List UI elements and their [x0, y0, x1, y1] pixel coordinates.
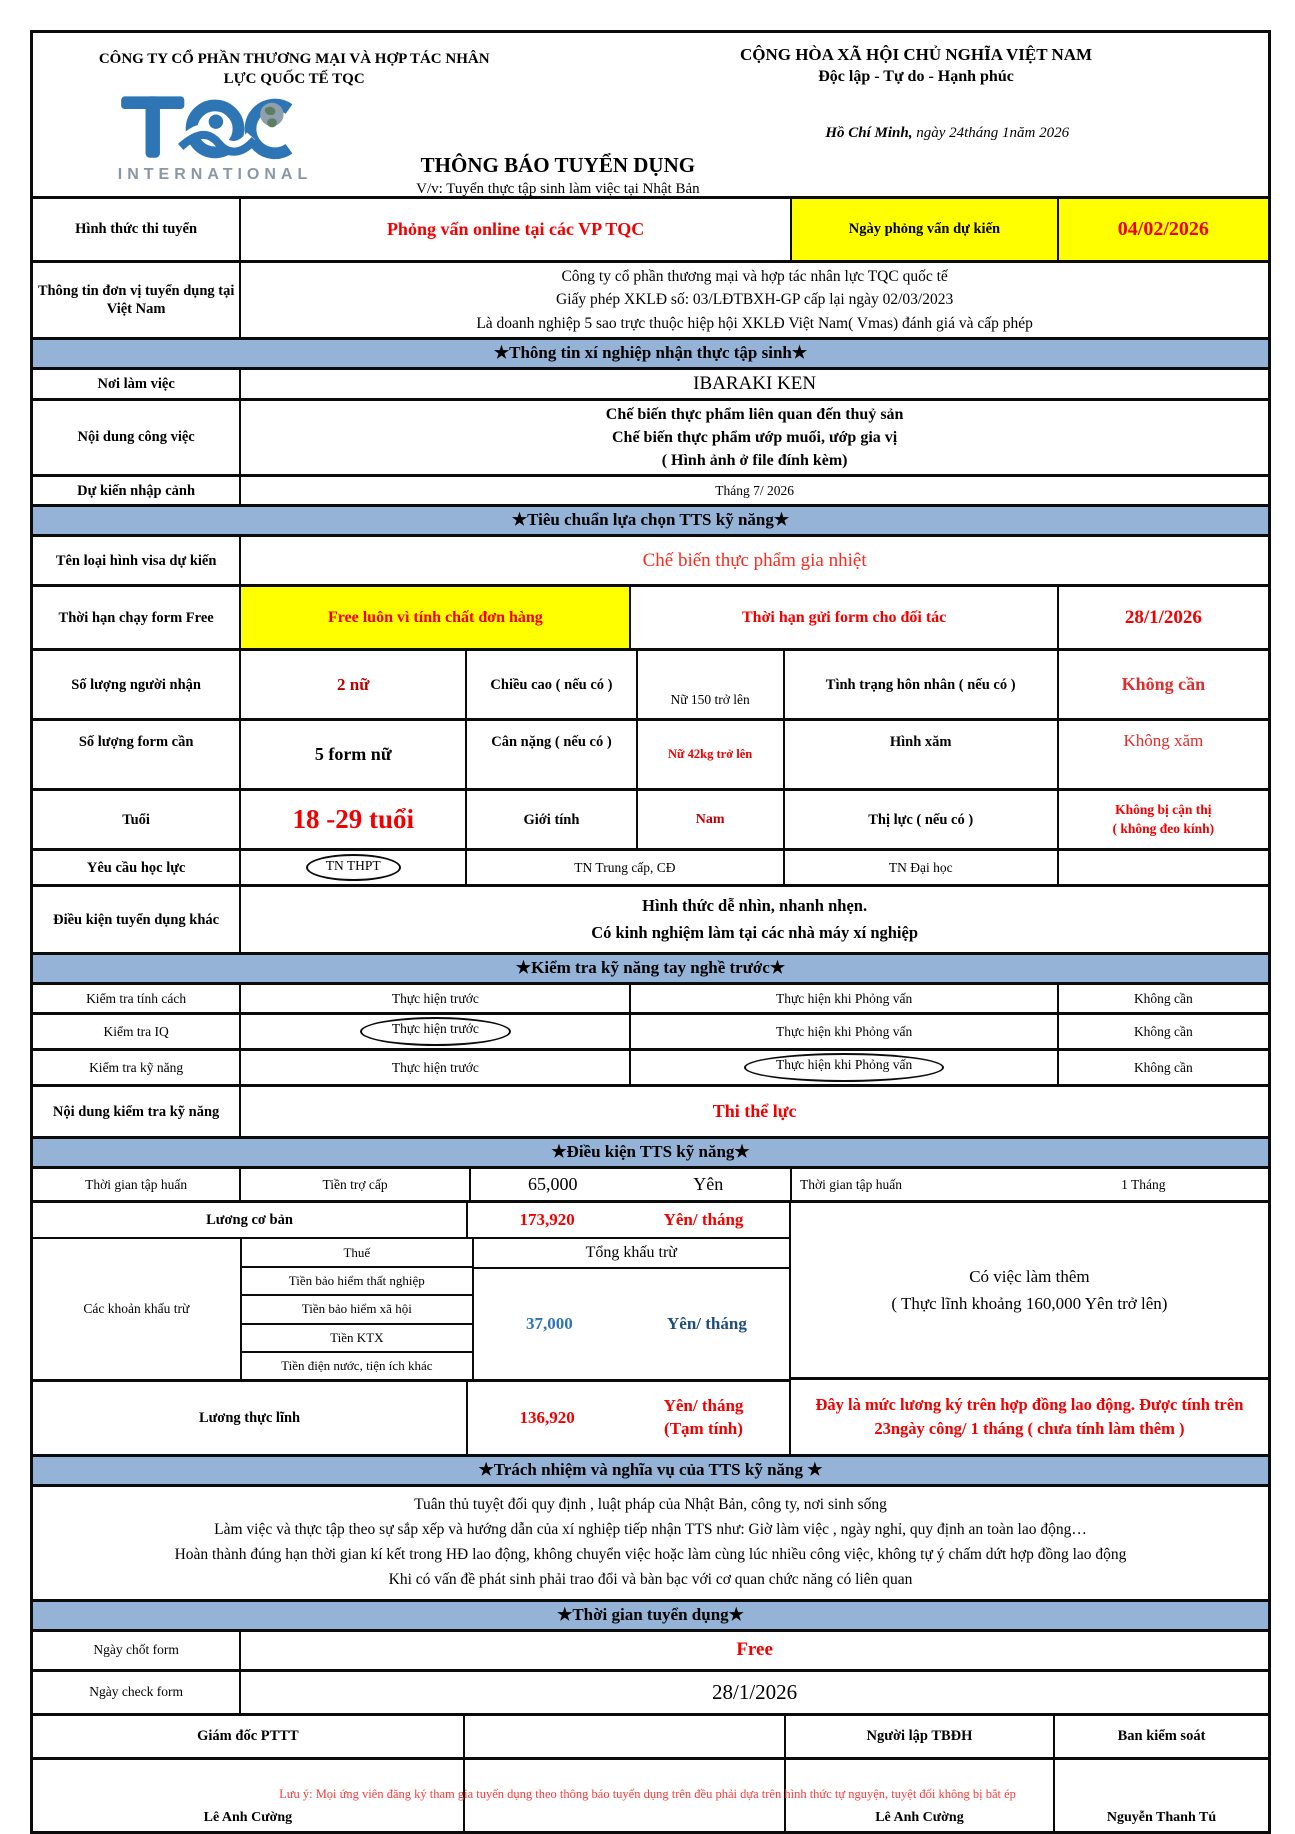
test-row-personality [33, 982, 1268, 1012]
training2-value: 1 Tháng [1121, 1176, 1166, 1192]
weight-value: Nữ 42kg trở lên [636, 721, 783, 788]
vision-value-line2: ( không đeo kính) [1112, 820, 1215, 836]
test-skill-opt-none: Không cần [1057, 1051, 1268, 1084]
base-salary-value: 173,920 [519, 1210, 575, 1230]
deduction-total-unit: Yên/ tháng [667, 1314, 747, 1334]
recruitment-announcement-document [30, 30, 1271, 1834]
net-salary-contract-note: Đây là mức lương ký trên hợp đồng lao động. Được tính trên 23ngày công/ 1 tháng ( chưa tính làm thêm ) [791, 1377, 1268, 1454]
allowance-label: Tiền trợ cấp [239, 1169, 469, 1200]
entry-label: Dự kiến nhập cảnh [77, 482, 196, 499]
test-iq-opt-interview: Thực hiện khi Phỏng vấn [629, 1015, 1056, 1048]
test-personality-opt-before: Thực hiện trước [239, 985, 629, 1012]
overtime-line1: Có việc làm thêm [969, 1267, 1090, 1287]
section-header-schedule: ★Thời gian tuyển dụng★ [33, 1599, 1268, 1629]
entry-row [33, 474, 1268, 504]
base-salary-unit: Yên/ tháng [663, 1210, 744, 1230]
form-close-row [33, 1629, 1268, 1669]
test-iq-opt-before-circled: Thực hiện trước [360, 1017, 511, 1046]
duty-text [33, 1484, 1268, 1598]
test-iq-label: Kiểm tra IQ [103, 1023, 169, 1039]
section-header-company: ★Thông tin xí nghiệp nhận thực tập sinh★ [33, 337, 1268, 367]
interview-row [33, 196, 1268, 260]
recruiter-label: Thông tin đơn vị tuyển dụng tại Việt Nam [37, 282, 235, 317]
formfree-label: Thời hạn chạy form Free [58, 609, 214, 626]
company-name [41, 49, 547, 90]
deductions-label: Các khoản khấu trừ [83, 1301, 190, 1317]
interview-label: Hình thức thi tuyển [75, 221, 198, 238]
training-label: Thời gian tập huấn [85, 1176, 188, 1192]
forms-label: Số lượng form cần [78, 734, 194, 751]
test-personality-opt-none: Không cần [1057, 985, 1268, 1012]
education-option-thpt-circled: TN THPT [306, 854, 401, 881]
deduction-items [240, 1239, 472, 1379]
job-line2: Chế biến thực phẩm ướp muối, ướp gia vị [611, 428, 898, 446]
visa-row [33, 534, 1268, 584]
net-salary-note-temp: (Tạm tính) [664, 1419, 743, 1439]
deduction-item-dorm: Tiền KTX [242, 1323, 472, 1351]
formfree-value: Free luôn vì tính chất đơn hàng [239, 587, 629, 648]
form-deadline-row [33, 584, 1268, 648]
test-row-skill [33, 1048, 1268, 1084]
other-conditions-line2: Có kinh nghiệm làm tại các nhà máy xí nghiệp [591, 922, 919, 942]
test-skill-opt-before: Thực hiện trước [239, 1051, 629, 1084]
workplace-value: IBARAKI KEN [239, 370, 1268, 398]
other-conditions-line1: Hình thức dễ nhìn, nhanh nhẹn. [642, 896, 868, 916]
date-text: ngày 24tháng 1năm 2026 [912, 125, 1070, 141]
height-label: Chiều cao ( nếu có ) [465, 651, 635, 718]
section-header-conditions: ★Điều kiện TTS kỹ năng★ [33, 1136, 1268, 1166]
job-line1: Chế biến thực phẩm liên quan đến thuỷ sản [605, 405, 904, 423]
duty-line2: Làm việc và thực tập theo sự sắp xếp và hướng dẫn của xí nghiệp tiếp nhận TTS như: Giờ làm việc , ngày nghỉ, quy định an toàn lao động… [214, 1521, 1087, 1539]
signature-title-director: Giám đốc PTTT [197, 1727, 299, 1744]
education-option-trungcap: TN Trung cấp, CĐ [465, 851, 782, 884]
visa-label: Tên loại hình visa dự kiến [55, 552, 217, 569]
deduction-item-social: Tiền bảo hiểm xã hội [242, 1294, 472, 1322]
recruiter-line2: Giấy phép XKLĐ số: 03/LĐTBXH-GP cấp lại ngày 02/03/2023 [556, 291, 954, 309]
signature-title-preparer: Người lập TBĐH [784, 1716, 1053, 1757]
deductions-block [33, 1237, 789, 1379]
marital-value: Không cần [1057, 651, 1268, 718]
test-content-row [33, 1084, 1268, 1136]
age-row [33, 788, 1268, 848]
quantity-value: 2 nữ [239, 651, 465, 718]
test-content-value: Thi thể lực [239, 1087, 1268, 1136]
interview-value: Phỏng vấn online tại các VP TQC [239, 199, 790, 260]
company-name-line2: LỰC QUỐC TẾ TQC [223, 71, 365, 88]
job-label: Nội dung công việc [77, 429, 195, 446]
deduction-item-utilities: Tiền điện nước, tiện ích khác [242, 1351, 472, 1379]
duty-line3: Hoàn thành đúng hạn thời gian kí kết trong HĐ lao động, không chuyển việc hoặc làm cùng lúc nhiều công việc, không tự ý chấm dứt hợp đồng lao động [174, 1545, 1127, 1563]
other-conditions-label: Điều kiện tuyển dụng khác [53, 911, 220, 928]
height-value: Nữ 150 trở lên [636, 651, 783, 718]
weight-label: Cân nặng ( nếu có ) [465, 721, 635, 788]
date-line [639, 125, 1257, 142]
duty-line4: Khi có vấn đề phát sinh phải trao đổi và bàn bạc với cơ quan chức năng có liên quan [388, 1570, 913, 1588]
signature-name-director: Lê Anh Cường [203, 1809, 293, 1825]
marital-label: Tình trạng hôn nhân ( nếu có ) [783, 651, 1057, 718]
recruiter-line1: Công ty cổ phần thương mại và hợp tác nhân lực TQC quốc tế [561, 268, 948, 285]
form-close-label: Ngày chốt form [93, 1642, 179, 1657]
company-name-line1: CÔNG TY CỔ PHẦN THƯƠNG MẠI VÀ HỢP TÁC NHÂN [98, 51, 490, 67]
signature-name-preparer: Lê Anh Cường [784, 1760, 1053, 1831]
other-conditions-row [33, 884, 1268, 952]
test-skill-opt-interview-circled: Thực hiện khi Phỏng vấn [744, 1053, 944, 1082]
education-row [33, 848, 1268, 884]
form-check-label: Ngày check form [89, 1684, 183, 1699]
send-deadline-value: 28/1/2026 [1057, 587, 1268, 648]
footer-note: Lưu ý: Mọi ứng viên đăng ký tham gia tuyển dụng theo thông báo tuyển dụng trên đều phải dựa trên hình thức tự nguyện, tuyệt đối không bị bắt ép [279, 1787, 1016, 1801]
test-personality-opt-interview: Thực hiện khi Phỏng vấn [629, 985, 1056, 1012]
job-line3: ( Hình ảnh ở file đính kèm) [661, 452, 848, 470]
recruiter-line3: Là doanh nghiệp 5 sao trực thuộc hiệp hội XKLĐ Việt Nam( Vmas) đánh giá và cấp phép [476, 314, 1033, 332]
vision-value-line1: Không bị cận thị [1115, 801, 1212, 817]
base-salary-label: Lương cơ bản [206, 1212, 293, 1229]
page-subtitle: V/v: Tuyển thực tập sinh làm việc tại Nhật Bản [416, 181, 700, 197]
net-salary-label: Lương thực lĩnh [198, 1410, 301, 1427]
tattoo-value: Không xăm [1057, 721, 1268, 788]
recruiter-row [33, 260, 1268, 337]
section-header-criteria: ★Tiêu chuẩn lựa chọn TTS kỹ năng★ [33, 504, 1268, 534]
form-close-value: Free [239, 1632, 1268, 1669]
motto-line1: CỘNG HÒA XÃ HỘI CHỦ NGHĨA VIỆT NAM [739, 45, 1093, 64]
vision-label: Thị lực ( nếu có ) [783, 791, 1057, 848]
test-content-label: Nội dung kiểm tra kỹ năng [52, 1103, 220, 1120]
salary-block [33, 1200, 1268, 1454]
age-label: Tuổi [122, 811, 150, 828]
workplace-row [33, 367, 1268, 398]
test-personality-label: Kiểm tra tính cách [86, 990, 187, 1006]
education-option-daihoc: TN Đại học [783, 851, 1057, 884]
training2-label: Thời gian tập huấn [800, 1176, 903, 1192]
base-salary-row [33, 1203, 789, 1237]
deduction-item-unemployment: Tiền bảo hiểm thất nghiệp [242, 1266, 472, 1294]
deduction-item-tax: Thuế [343, 1244, 371, 1260]
duty-line1: Tuân thủ tuyệt đối quy định , luật pháp của Nhật Bản, công ty, nơi sinh sống [414, 1496, 887, 1514]
job-description-row [33, 398, 1268, 475]
training-row [33, 1166, 1268, 1200]
motto-line2: Độc lập - Tự do - Hạnh phúc [818, 68, 1014, 85]
send-deadline-label: Thời hạn gửi form cho đối tác [629, 587, 1056, 648]
education-option-empty [1057, 851, 1268, 884]
allowance-value: 65,000 [527, 1174, 578, 1195]
workplace-label: Nơi làm việc [97, 375, 175, 392]
page-title: THÔNG BÁO TUYỂN DỤNG [420, 153, 696, 177]
net-salary-unit: Yên/ tháng [663, 1396, 744, 1416]
forms-row [33, 718, 1268, 788]
forms-value: 5 form nữ [239, 721, 465, 788]
age-value: 18 -29 tuổi [239, 791, 465, 848]
document-header [33, 33, 1268, 196]
gender-value: Nam [636, 791, 783, 848]
signature-title-row [33, 1713, 1268, 1757]
net-salary-row [33, 1379, 789, 1454]
signature-name-controller: Nguyễn Thanh Tú [1053, 1760, 1268, 1831]
overtime-line2: ( Thực lĩnh khoảng 160,000 Yên trở lên) [891, 1294, 1168, 1314]
section-header-duty: ★Trách nhiệm và nghĩa vụ của TTS kỹ năng ★ [33, 1454, 1268, 1484]
deduction-total-label: Tổng khấu trừ [474, 1239, 789, 1269]
education-label: Yêu cầu học lực [86, 859, 186, 876]
interview-date-value: 04/02/2026 [1057, 199, 1268, 260]
allowance-unit: Yên [693, 1174, 724, 1195]
quantity-label: Số lượng người nhận [71, 676, 201, 693]
deduction-total-value: 37,000 [526, 1314, 573, 1334]
gender-label: Giới tính [465, 791, 635, 848]
logo-subtext: INTERNATIONAL [117, 166, 313, 183]
quantity-row [33, 648, 1268, 718]
form-check-value: 28/1/2026 [239, 1672, 1268, 1713]
entry-value: Tháng 7/ 2026 [239, 477, 1268, 504]
test-row-iq [33, 1012, 1268, 1048]
test-skill-label: Kiểm tra kỹ năng [89, 1059, 184, 1075]
tattoo-label: Hình xăm [783, 721, 1057, 788]
visa-value: Chế biến thực phẩm gia nhiệt [239, 537, 1268, 584]
form-check-row [33, 1669, 1268, 1713]
section-header-test: ★Kiểm tra kỹ năng tay nghề trước★ [33, 952, 1268, 982]
national-motto [564, 45, 1268, 86]
test-iq-opt-none: Không cần [1057, 1015, 1268, 1048]
date-place: Hồ Chí Minh, [825, 125, 913, 141]
net-salary-value: 136,920 [519, 1408, 575, 1428]
interview-date-label: Ngày phỏng vấn dự kiến [790, 199, 1057, 260]
signature-title-controller: Ban kiểm soát [1053, 1716, 1268, 1757]
signature-title-empty [463, 1716, 784, 1757]
